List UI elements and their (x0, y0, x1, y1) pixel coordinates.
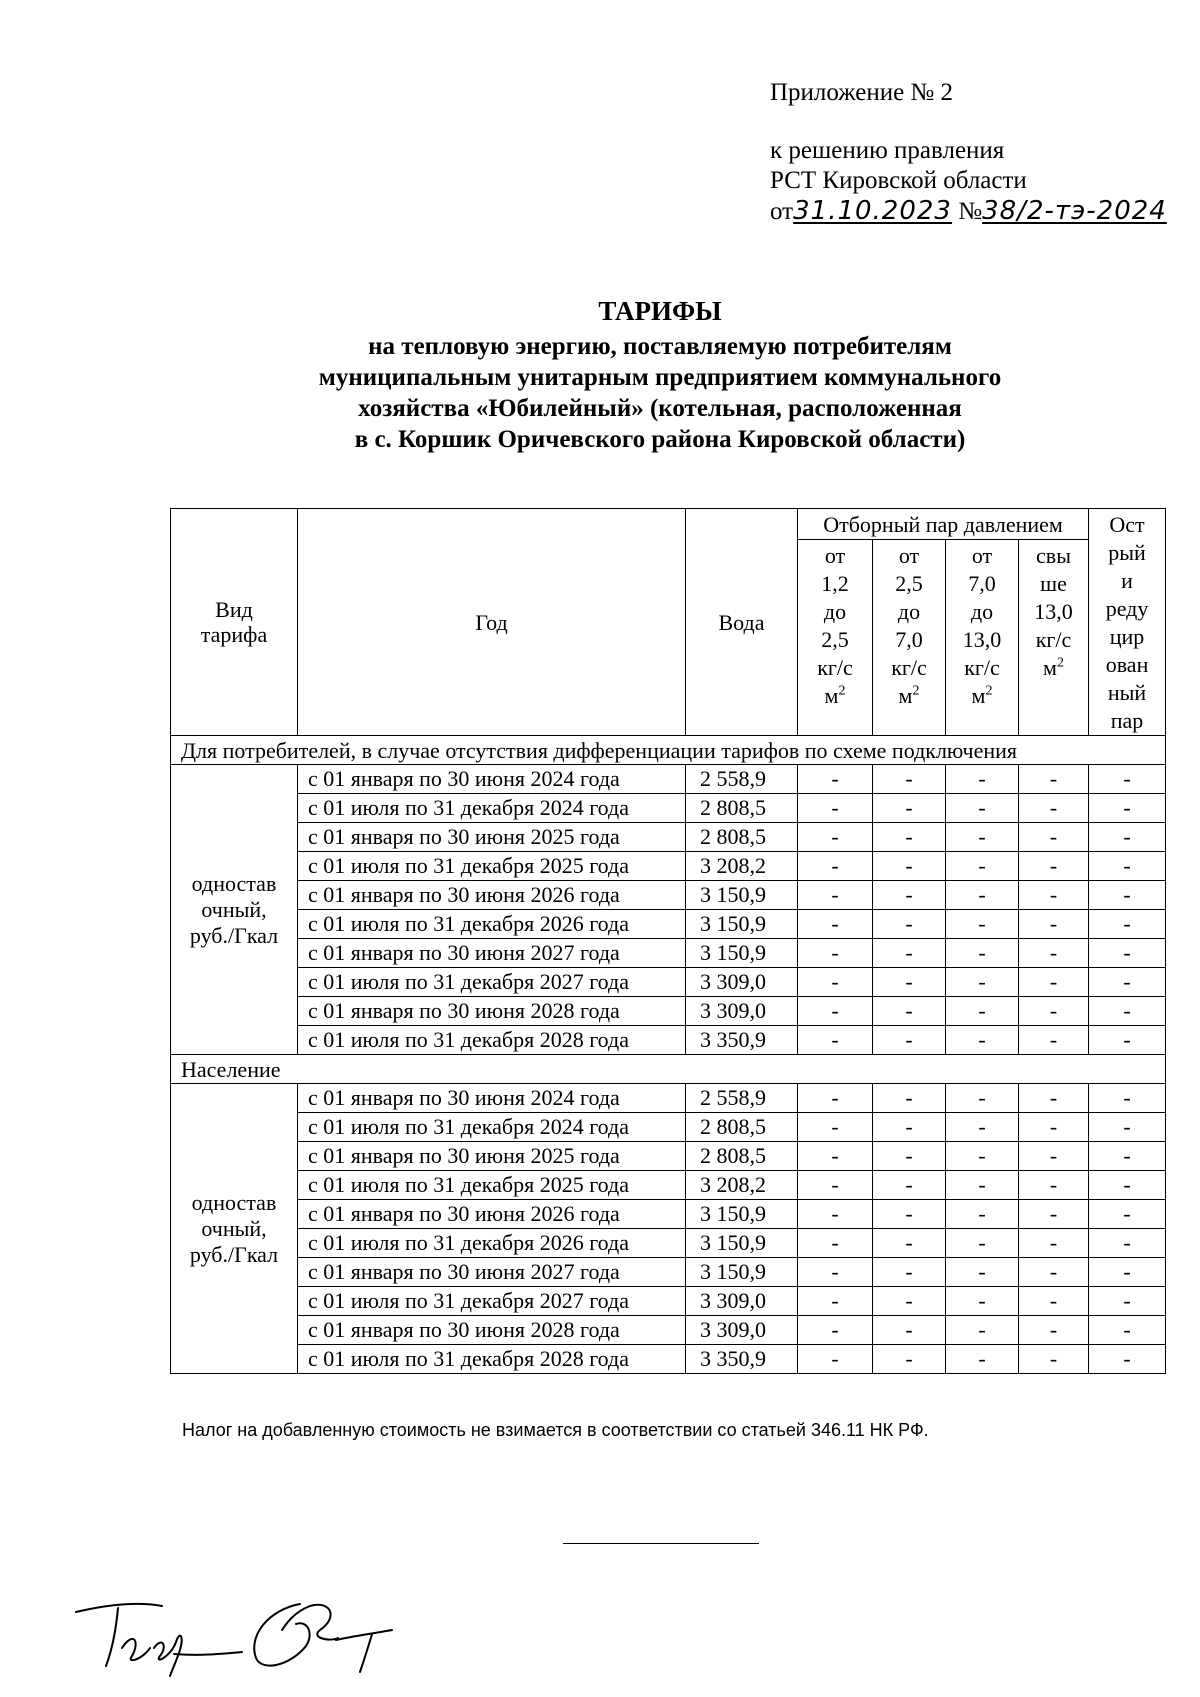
dash-cell: - (946, 968, 1019, 997)
dash-cell: - (1019, 1229, 1089, 1258)
header-line: 2,5 (895, 571, 923, 596)
period-cell: с 01 июля по 31 декабря 2026 года (298, 1229, 686, 1258)
document-title (160, 296, 1160, 455)
signature-icon (70, 1590, 410, 1685)
water-value-cell: 3 350,9 (686, 1026, 798, 1055)
header-line: 1,2 (821, 571, 849, 596)
header-line: ше (1040, 571, 1067, 596)
header-steam-group: Отборный пар давлением (798, 509, 1089, 540)
table-row (171, 852, 1166, 881)
water-value-cell: 3 208,2 (686, 1171, 798, 1200)
header-line: до (970, 599, 994, 624)
from-label: от (770, 198, 794, 225)
dash-cell: - (798, 1258, 873, 1287)
dash-cell: - (946, 1171, 1019, 1200)
dash-cell: - (1019, 794, 1089, 823)
title-line-3: хозяйства «Юбилейный» (котельная, расположенная (358, 395, 962, 422)
dash-cell: - (1089, 1113, 1166, 1142)
table-row (171, 1316, 1166, 1345)
table-row (171, 1345, 1166, 1374)
dash-cell: - (798, 1026, 873, 1055)
period-cell: с 01 января по 30 июня 2024 года (298, 1084, 686, 1113)
superscript-2: 2 (838, 683, 846, 699)
water-value-cell: 3 150,9 (686, 1200, 798, 1229)
table-row (171, 1084, 1166, 1113)
dash-cell: - (946, 881, 1019, 910)
water-value-cell: 2 558,9 (686, 765, 798, 794)
period-cell: с 01 января по 30 июня 2025 года (298, 1142, 686, 1171)
water-value-cell: 3 309,0 (686, 1287, 798, 1316)
table-row (171, 939, 1166, 968)
header-line: кг/с (817, 655, 853, 680)
closing-rule (563, 1543, 759, 1544)
dash-cell: - (1089, 1345, 1166, 1374)
period-cell: с 01 января по 30 июня 2026 года (298, 1200, 686, 1229)
dash-cell: - (1019, 881, 1089, 910)
dash-cell: - (946, 997, 1019, 1026)
dash-cell: - (873, 881, 946, 910)
title-line-1: на тепловую энергию, поставляемую потребителям (368, 333, 952, 360)
dash-cell: - (946, 939, 1019, 968)
dash-cell: - (1019, 1200, 1089, 1229)
table-row (171, 1229, 1166, 1258)
dash-cell: - (873, 939, 946, 968)
period-cell: с 01 января по 30 июня 2024 года (298, 765, 686, 794)
dash-cell: - (798, 910, 873, 939)
dash-cell: - (1089, 765, 1166, 794)
dash-cell: - (1019, 968, 1089, 997)
dash-cell: - (1019, 1258, 1089, 1287)
dash-cell: - (798, 1113, 873, 1142)
table-row (171, 881, 1166, 910)
header-line: до (823, 599, 847, 624)
title-line-4: в с. Коршик Оричевского района Кировской области) (354, 426, 966, 453)
appendix-title: Приложение № 2 (770, 79, 954, 106)
section-title: Население (171, 1055, 1166, 1084)
dash-cell: - (1089, 1171, 1166, 1200)
dash-cell: - (1019, 910, 1089, 939)
dash-cell: - (798, 765, 873, 794)
period-cell: с 01 января по 30 июня 2025 года (298, 823, 686, 852)
dash-cell: - (1089, 1229, 1166, 1258)
vat-note: Налог на добавленную стоимость не взимается в соответствии со статьей 346.11 НК РФ. (182, 1420, 929, 1440)
dash-cell: - (1019, 1113, 1089, 1142)
dash-cell: - (873, 765, 946, 794)
dash-cell: - (1089, 1084, 1166, 1113)
dash-cell: - (873, 794, 946, 823)
period-cell: с 01 июля по 31 декабря 2025 года (298, 852, 686, 881)
title-line-2: муниципальным унитарным предприятием коммунального (318, 364, 1002, 391)
dash-cell: - (1089, 823, 1166, 852)
number-label: № (958, 198, 983, 225)
water-value-cell: 2 808,5 (686, 823, 798, 852)
dash-cell: - (873, 1287, 946, 1316)
dash-cell: - (873, 997, 946, 1026)
dash-cell: - (798, 1200, 873, 1229)
dash-cell: - (873, 1345, 946, 1374)
header-line: ный (1107, 680, 1147, 705)
dash-cell: - (798, 939, 873, 968)
dash-cell: - (798, 1142, 873, 1171)
period-cell: с 01 июля по 31 декабря 2025 года (298, 1171, 686, 1200)
header-year: Год (298, 509, 686, 736)
header-line: от (898, 543, 920, 568)
header-steam-7-13 (946, 540, 1019, 736)
dash-cell: - (1089, 852, 1166, 881)
header-line: 13,0 (962, 627, 1002, 652)
header-steam-1-2-5 (798, 540, 873, 736)
table-row (171, 1026, 1166, 1055)
dash-cell: - (873, 852, 946, 881)
table-row (171, 1258, 1166, 1287)
header-line: 7,0 (895, 627, 923, 652)
header-line: Ост (1109, 512, 1145, 537)
dash-cell: - (873, 1200, 946, 1229)
header-line: 13,0 (1034, 599, 1073, 624)
period-cell: с 01 июля по 31 декабря 2024 года (298, 794, 686, 823)
dash-cell: - (946, 1113, 1019, 1142)
dash-cell: - (946, 1345, 1019, 1374)
dash-cell: - (798, 794, 873, 823)
header-line: от (824, 543, 846, 568)
dash-cell: - (1089, 968, 1166, 997)
period-cell: с 01 января по 30 июня 2026 года (298, 881, 686, 910)
dash-cell: - (946, 823, 1019, 852)
water-value-cell: 3 208,2 (686, 852, 798, 881)
period-cell: с 01 июля по 31 декабря 2027 года (298, 1287, 686, 1316)
dash-cell: - (873, 1316, 946, 1345)
header-line: свы (1036, 543, 1071, 568)
dash-cell: - (946, 1026, 1019, 1055)
header-line: кг/с (964, 655, 1000, 680)
section-title: Для потребителей, в случае отсутствия дифференциации тарифов по схеме подключения (171, 736, 1166, 765)
table-row (171, 1171, 1166, 1200)
header-line: 2,5 (821, 627, 849, 652)
dash-cell: - (1019, 1026, 1089, 1055)
table-row (171, 794, 1166, 823)
header-line: кг/с (1035, 627, 1072, 652)
superscript-2: 2 (1056, 655, 1064, 671)
period-cell: с 01 января по 30 июня 2027 года (298, 939, 686, 968)
superscript-2: 2 (985, 683, 993, 699)
water-value-cell: 2 808,5 (686, 1113, 798, 1142)
dash-cell: - (873, 910, 946, 939)
dash-cell: - (798, 1084, 873, 1113)
dash-cell: - (1019, 1084, 1089, 1113)
dash-cell: - (1089, 1142, 1166, 1171)
header-line: до (897, 599, 921, 624)
dash-cell: - (946, 794, 1019, 823)
water-value-cell: 2 808,5 (686, 794, 798, 823)
appendix-authority: РСТ Кировской области (770, 167, 1027, 194)
dash-cell: - (946, 852, 1019, 881)
appendix-block (770, 78, 1167, 227)
dash-cell: - (1019, 852, 1089, 881)
dash-cell: - (946, 1316, 1019, 1345)
header-tariff-kind: Вид тарифа (171, 509, 298, 736)
dash-cell: - (798, 997, 873, 1026)
table-row (171, 1200, 1166, 1229)
dash-cell: - (873, 1026, 946, 1055)
water-value-cell: 3 150,9 (686, 881, 798, 910)
period-cell: с 01 июля по 31 декабря 2027 года (298, 968, 686, 997)
dash-cell: - (946, 1229, 1019, 1258)
tariff-kind-cell: одностав очный, руб./Гкал (171, 765, 298, 1055)
dash-cell: - (946, 765, 1019, 794)
dash-cell: - (946, 910, 1019, 939)
period-cell: с 01 июля по 31 декабря 2028 года (298, 1345, 686, 1374)
dash-cell: - (798, 1229, 873, 1258)
dash-cell: - (946, 1142, 1019, 1171)
table-row (171, 997, 1166, 1026)
header-line: $м^2$ (824, 683, 846, 708)
header-acute-steam (1089, 509, 1166, 736)
dash-cell: - (946, 1258, 1019, 1287)
table-row (171, 823, 1166, 852)
dash-cell: - (1089, 1287, 1166, 1316)
header-line: 7,0 (968, 571, 996, 596)
header-steam-2-5-7 (873, 540, 946, 736)
dash-cell: - (1089, 910, 1166, 939)
header-line: реду (1105, 596, 1149, 621)
dash-cell: - (798, 881, 873, 910)
title-main: ТАРИФЫ (598, 296, 722, 326)
dash-cell: - (1019, 1316, 1089, 1345)
dash-cell: - (1089, 997, 1166, 1026)
dash-cell: - (1089, 939, 1166, 968)
period-cell: с 01 января по 30 июня 2028 года (298, 997, 686, 1026)
water-value-cell: 3 309,0 (686, 1316, 798, 1345)
dash-cell: - (1089, 1258, 1166, 1287)
water-value-cell: 3 150,9 (686, 1258, 798, 1287)
dash-cell: - (798, 1287, 873, 1316)
header-line: и (1121, 568, 1133, 593)
table-row (171, 910, 1166, 939)
period-cell: с 01 января по 30 июня 2028 года (298, 1316, 686, 1345)
dash-cell: - (1019, 1171, 1089, 1200)
dash-cell: - (873, 1084, 946, 1113)
water-value-cell: 3 150,9 (686, 1229, 798, 1258)
dash-cell: - (798, 1316, 873, 1345)
dash-cell: - (1089, 1026, 1166, 1055)
superscript-2: 2 (912, 683, 920, 699)
header-line: от (971, 543, 993, 568)
dash-cell: - (946, 1287, 1019, 1316)
appendix-date-number (770, 196, 1167, 227)
appendix-decision: к решению правления (770, 137, 1005, 164)
dash-cell: - (946, 1200, 1019, 1229)
table-row (171, 1113, 1166, 1142)
dash-cell: - (1019, 765, 1089, 794)
dash-cell: - (873, 968, 946, 997)
header-line: $м^2$ (1043, 655, 1064, 680)
dash-cell: - (873, 1229, 946, 1258)
dash-cell: - (1089, 1316, 1166, 1345)
water-value-cell: 3 150,9 (686, 910, 798, 939)
table-row (171, 765, 1166, 794)
header-water: Вода (686, 509, 798, 736)
dash-cell: - (873, 823, 946, 852)
dash-cell: - (798, 852, 873, 881)
dash-cell: - (798, 1171, 873, 1200)
dash-cell: - (1089, 1200, 1166, 1229)
water-value-cell: 3 350,9 (686, 1345, 798, 1374)
header-line: ован (1105, 652, 1149, 677)
dash-cell: - (946, 1084, 1019, 1113)
period-cell: с 01 января по 30 июня 2027 года (298, 1258, 686, 1287)
dash-cell: - (1019, 1287, 1089, 1316)
dash-cell: - (873, 1258, 946, 1287)
dash-cell: - (1089, 881, 1166, 910)
water-value-cell: 3 309,0 (686, 968, 798, 997)
header-steam-over-13 (1019, 540, 1089, 736)
dash-cell: - (1019, 997, 1089, 1026)
header-line: $м^2$ (898, 683, 920, 708)
period-cell: с 01 июля по 31 декабря 2028 года (298, 1026, 686, 1055)
period-cell: с 01 июля по 31 декабря 2024 года (298, 1113, 686, 1142)
header-line: рый (1108, 540, 1146, 565)
water-value-cell: 3 309,0 (686, 997, 798, 1026)
dash-cell: - (873, 1171, 946, 1200)
header-line: кг/с (891, 655, 927, 680)
dash-cell: - (798, 968, 873, 997)
water-value-cell: 2 808,5 (686, 1142, 798, 1171)
water-value-cell: 3 150,9 (686, 939, 798, 968)
dash-cell: - (798, 823, 873, 852)
table-row (171, 1287, 1166, 1316)
period-cell: с 01 июля по 31 декабря 2026 года (298, 910, 686, 939)
dash-cell: - (873, 1113, 946, 1142)
dash-cell: - (1019, 1142, 1089, 1171)
dash-cell: - (798, 1345, 873, 1374)
dash-cell: - (1019, 939, 1089, 968)
header-line: пар (1110, 708, 1144, 733)
header-line: цир (1109, 624, 1145, 649)
decision-date: 31.10.2023 (793, 196, 952, 226)
dash-cell: - (1019, 823, 1089, 852)
header-line: $м^2$ (971, 683, 993, 708)
water-value-cell: 2 558,9 (686, 1084, 798, 1113)
dash-cell: - (873, 1142, 946, 1171)
decision-number: 38/2-тэ-2024 (982, 196, 1167, 226)
dash-cell: - (1019, 1345, 1089, 1374)
table-row (171, 968, 1166, 997)
dash-cell: - (1089, 794, 1166, 823)
tariff-kind-cell: одностав очный, руб./Гкал (171, 1084, 298, 1374)
table-row (171, 1142, 1166, 1171)
tariff-table (170, 508, 1166, 1374)
